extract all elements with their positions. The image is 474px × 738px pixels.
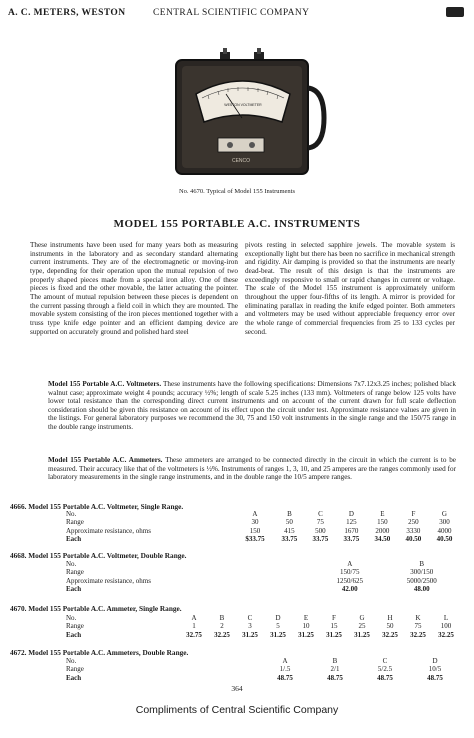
- table-cell: 40.50: [436, 535, 453, 544]
- table-cell: 3: [248, 622, 252, 631]
- table-cell: K: [415, 614, 421, 622]
- table-4672-title: Model 155 Portable A.C. Ammeters, Double Range.: [28, 648, 189, 657]
- table-cell: 10: [302, 622, 310, 631]
- voltmeter-paragraph: [48, 380, 456, 432]
- voltmeter-paragraph-lead: Model 155 Portable A.C. Voltmeters.: [48, 380, 162, 388]
- table-cell: D: [432, 657, 438, 665]
- table-cell: 5000/2500: [406, 576, 437, 585]
- table-cell: 25: [358, 622, 366, 631]
- table-cell: B: [287, 510, 292, 518]
- table-cell: 2/1: [330, 665, 340, 674]
- table-cell: C: [382, 657, 388, 665]
- table-cell: 48.75: [277, 673, 293, 682]
- table-cell: 33.75: [343, 535, 360, 544]
- table-cell: 1670: [344, 526, 359, 535]
- table-cell: 15: [330, 622, 338, 631]
- table-row: [66, 622, 460, 630]
- table-cell: C: [247, 614, 253, 622]
- table-cell: 75: [414, 622, 422, 631]
- table-4668: [66, 560, 460, 594]
- table-cell: E: [303, 614, 309, 622]
- table-4666: [66, 510, 460, 544]
- table-4668-title: Model 155 Portable A.C. Voltmeter, Double Range.: [28, 551, 187, 560]
- table-cell: 10/5: [428, 665, 442, 674]
- table-cell: 150: [377, 518, 388, 527]
- table-row: [66, 577, 460, 585]
- table-cell: D: [348, 510, 354, 518]
- table-4672-heading: [10, 648, 188, 657]
- table-cell: 300: [439, 518, 450, 527]
- ammeter-paragraph-lead: Model 155 Portable A.C. Ammeters.: [48, 456, 163, 464]
- table-cell: 500: [315, 526, 326, 535]
- table-cell: 30: [251, 518, 259, 527]
- table-4668-heading: [10, 551, 186, 560]
- table-cell: A: [282, 657, 288, 665]
- table-cell: 31.25: [298, 630, 314, 639]
- row-label: No.: [66, 510, 77, 518]
- table-cell: G: [441, 510, 447, 518]
- table-cell: 33.75: [281, 535, 298, 544]
- table-row: [66, 585, 460, 593]
- table-cell: 1/.5: [279, 665, 291, 674]
- table-cell: 3330: [406, 526, 421, 535]
- table-row: [66, 560, 460, 568]
- table-4670-number: 4670.: [10, 604, 27, 613]
- table-cell: E: [380, 510, 385, 518]
- row-label: Range: [66, 568, 84, 577]
- table-4668-number: 4668.: [10, 551, 27, 560]
- table-row: [66, 665, 460, 673]
- table-cell: 32.25: [438, 630, 454, 639]
- row-label: Each: [66, 585, 82, 594]
- table-cell: D: [275, 614, 281, 622]
- table-cell: 5: [276, 622, 280, 631]
- table-row: [66, 510, 460, 518]
- ammeter-paragraph: [48, 456, 456, 482]
- table-cell: 50: [285, 518, 293, 527]
- table-cell: 150: [249, 526, 261, 535]
- table-cell: B: [332, 657, 338, 665]
- section-title: MODEL 155 PORTABLE A.C. INSTRUMENTS: [113, 218, 361, 230]
- table-cell: 125: [346, 518, 357, 527]
- table-cell: 48.00: [413, 585, 430, 594]
- table-4670-heading: [10, 604, 182, 613]
- ammeter-paragraph-text: These ammeters are arranged to be connected directly in the circuit in which the current is to be measured. Their accuracy like that of the voltmeters is ½%. Instruments of ranges 1, 3, 10, and 25 amperes are the ranges commonly used for laboratory measurements in the single range instruments, and in the double range the 10/5 ampere ranges.: [48, 456, 456, 482]
- row-label: Range: [66, 622, 84, 631]
- header-center: CENTRAL SCIENTIFIC COMPANY: [153, 8, 310, 18]
- row-label: No.: [66, 560, 77, 568]
- table-4670-title: Model 155 Portable A.C. Ammeter, Single Range.: [28, 604, 182, 613]
- table-cell: 48.75: [427, 673, 443, 682]
- row-label: Approximate resistance, ohms: [66, 526, 151, 535]
- table-cell: 32.25: [410, 630, 426, 639]
- table-cell: 32.75: [186, 630, 202, 639]
- table-4672-number: 4672.: [10, 648, 27, 657]
- base-label: CENCO: [231, 158, 251, 164]
- page-number: 364: [231, 684, 243, 693]
- row-label: No.: [66, 657, 77, 665]
- row-label: Each: [66, 630, 82, 639]
- table-cell: F: [332, 614, 336, 622]
- table-4670: [66, 614, 460, 639]
- page-header: [8, 6, 466, 22]
- table-cell: A: [252, 510, 258, 518]
- table-row: [66, 674, 460, 682]
- table-cell: 32.25: [214, 630, 230, 639]
- voltmeter-paragraph-text: These instruments have the following specifications: Dimensions 7x7.12x3.25 inches; polished black walnut case; approximate weight 4 pounds; accuracy ½%; length of scale 5.25 inches (133 mm). Voltmeters of range below 125 volts have lower total resistance than the corresponding direct current instruments and on account of the current drawn for full scale deflection consideration should be given this resistance on account of its effect upon the circuit under test. Approximate resistance values are given in the listings. For general laboratory purposes we recommend the 30, 75 and 150 volt instruments in the single range and the 150/75 range in the double range instruments.: [48, 380, 456, 431]
- intro-right-column: pivots resting in selected sapphire jewels. The movable system is exceptionally light but there has been no sacrifice in mechanical strength and rigidity. Air damping is provided so that the instruments are nearly dead-beat. The result of this design is that the instruments are exceedingly responsive to small or rapid changes in current or voltage. The scale of the Model 155 instrument is approximately uniform throughout the upper four-fifths of its length. A mirror is provided for eliminating parallax in reading the knife edged pointer. Both ammeters and voltmeters may be used without appreciable frequency error over the whole range of commercial frequencies from 25 to 133 cycles per second.: [245, 241, 455, 336]
- table-cell: 31.25: [354, 630, 370, 639]
- instrument-photo: [168, 48, 328, 180]
- table-cell: 4000: [437, 526, 452, 535]
- table-cell: 415: [284, 526, 295, 535]
- table-cell: 100: [440, 622, 452, 631]
- table-cell: B: [419, 560, 425, 568]
- table-cell: 5/2.5: [377, 665, 393, 674]
- row-label: No.: [66, 614, 77, 622]
- table-cell: 48.75: [377, 673, 393, 682]
- table-row: [66, 614, 460, 622]
- table-cell: 2000: [375, 526, 390, 535]
- table-cell: 300/150: [410, 568, 434, 577]
- dial-label: WESTON VOLTMETER: [224, 103, 262, 107]
- row-label: Approximate resistance, ohms: [66, 576, 151, 585]
- intro-left-column: These instruments have been used for many years both as measuring instruments in the laboratory and as secondary standard alternating current instruments. They are of the electromagnetic or moving-iron type, depending for their operation upon the mutual repulsion of two properly shaped pieces made from a special iron alloy. One of these pieces is fixed and the other movable, the latter actuating the pointer. The amount of mutual repulsion between these pieces is dependent on the current passing through a field coil in which they are mounted. The movable system consisting of the iron pieces mentioned together with a truss type knife edge pointer and an efficient damping device are supported on accurately ground and polished hard steel: [30, 241, 238, 336]
- table-row: [66, 527, 460, 535]
- table-cell: A: [191, 614, 197, 622]
- table-cell: B: [219, 614, 225, 622]
- table-cell: $33.75: [245, 535, 265, 544]
- table-4666-title: Model 155 Portable A.C. Voltmeter, Single Range.: [28, 502, 184, 511]
- table-cell: A: [347, 560, 353, 568]
- table-cell: C: [318, 510, 323, 518]
- table-cell: H: [387, 614, 393, 622]
- table-cell: 31.25: [270, 630, 286, 639]
- header-left: A. C. METERS, WESTON: [8, 8, 126, 18]
- row-label: Range: [66, 518, 84, 527]
- table-cell: 32.25: [382, 630, 398, 639]
- table-cell: 48.75: [327, 673, 343, 682]
- table-cell: 34.50: [374, 535, 391, 544]
- page-footer: Compliments of Central Scientific Company: [135, 704, 339, 716]
- table-row: [66, 535, 460, 543]
- table-cell: G: [359, 614, 365, 622]
- table-row: [66, 518, 460, 526]
- table-4672: [66, 657, 460, 682]
- table-cell: 31.25: [326, 630, 342, 639]
- photo-caption: No. 4670. Typical of Model 155 Instruments: [178, 188, 296, 195]
- table-cell: 40.50: [405, 535, 422, 544]
- table-cell: 50: [386, 622, 394, 631]
- table-4666-number: 4666.: [10, 502, 27, 511]
- table-row: [66, 657, 460, 665]
- table-cell: 150/75: [340, 568, 360, 577]
- table-cell: 33.75: [312, 535, 329, 544]
- table-cell: L: [443, 614, 449, 622]
- row-label: Each: [66, 673, 82, 682]
- table-row: [66, 631, 460, 639]
- row-label: Range: [66, 665, 84, 674]
- row-label: Each: [66, 535, 82, 544]
- table-cell: 1250/625: [336, 576, 363, 585]
- table-cell: 1: [192, 622, 196, 631]
- table-cell: F: [411, 510, 416, 518]
- table-cell: 250: [408, 518, 419, 527]
- table-cell: 75: [316, 518, 324, 527]
- table-cell: 42.00: [341, 585, 358, 594]
- table-row: [66, 568, 460, 576]
- table-cell: 2: [220, 622, 224, 631]
- table-cell: 31.25: [242, 630, 258, 639]
- catalog-logo-icon: [446, 7, 464, 17]
